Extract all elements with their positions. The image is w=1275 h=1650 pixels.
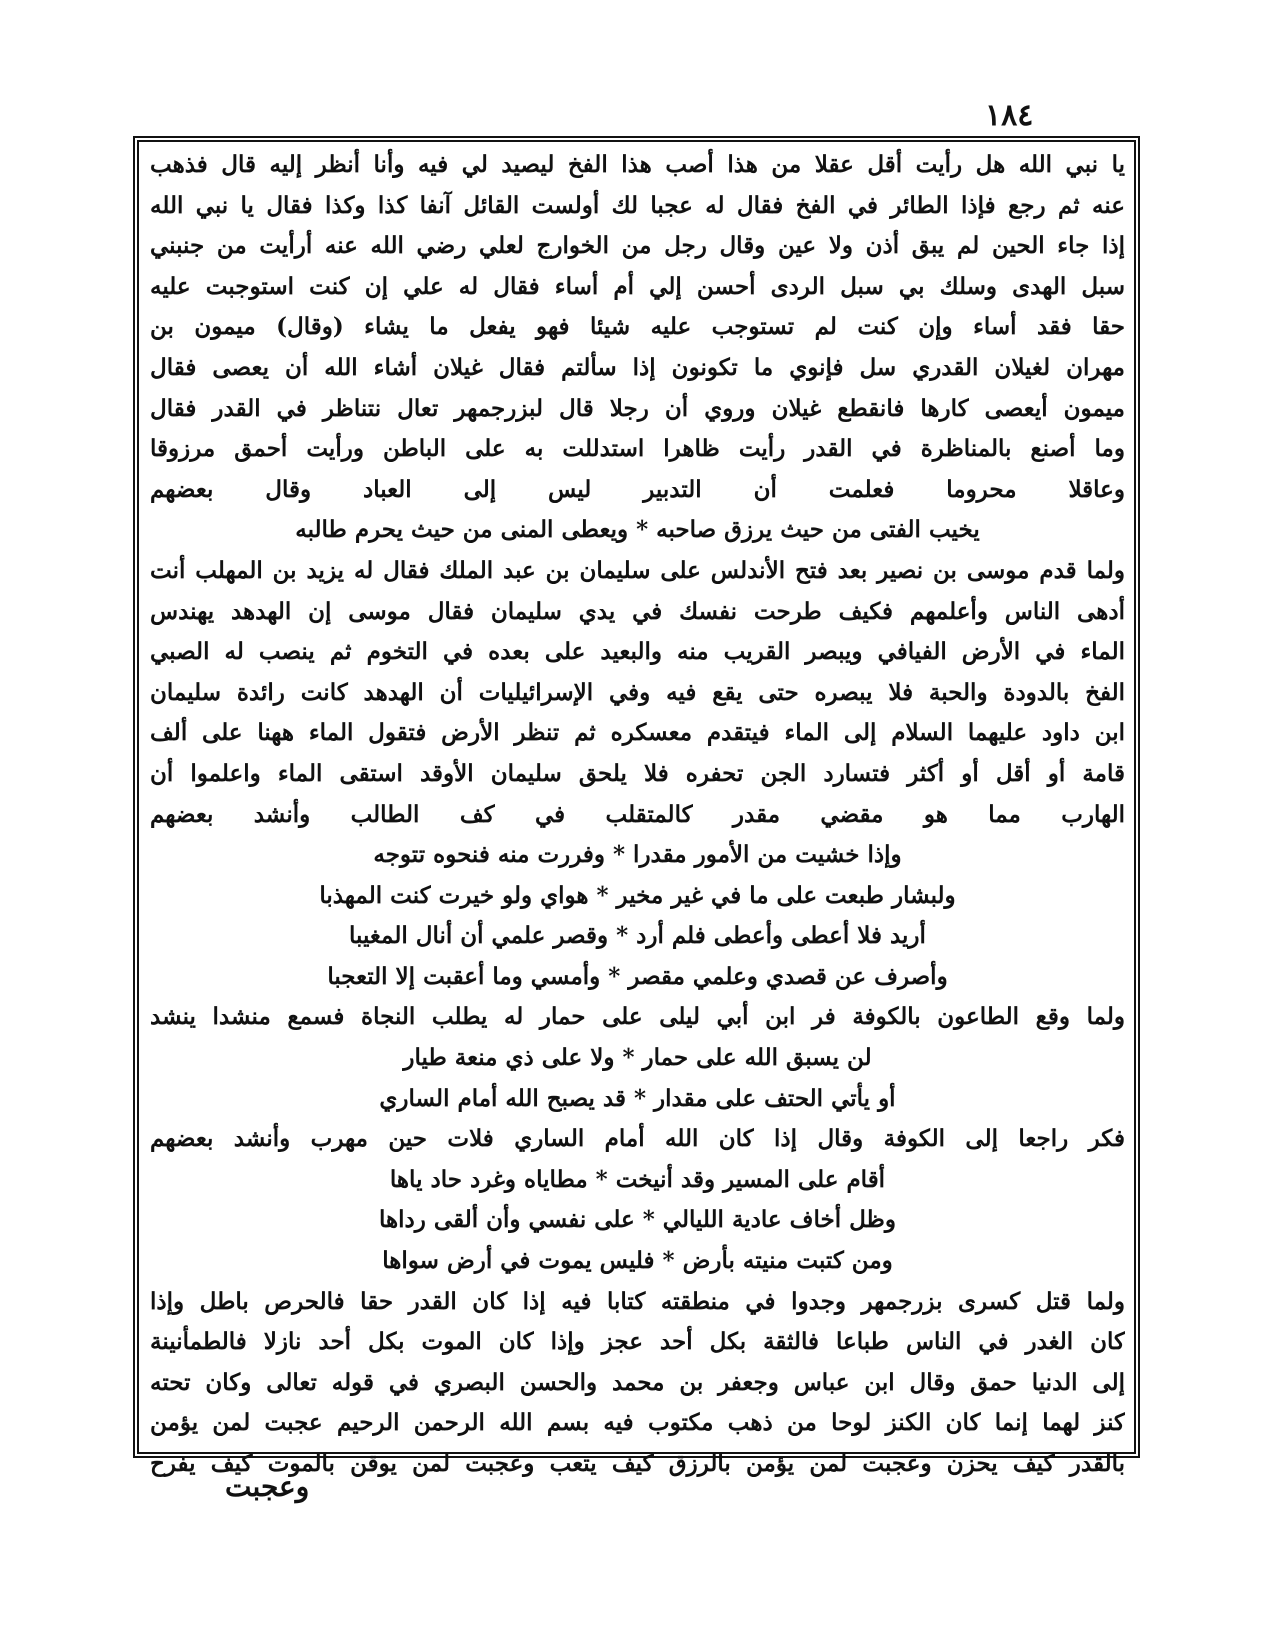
text-block (150, 145, 1125, 1485)
text-line: فكر راجعا إلى الكوفة وقال إذا كان الله أمام الساري فلات حين مهرب وأنشد بعضهم (150, 1125, 1125, 1153)
verse-line: لن يسبق الله على حمار * ولا على ذي منعة طيار (403, 1044, 872, 1072)
text-line: إلى الدنيا حمق وقال ابن عباس وجعفر بن محمد والحسن البصري في قوله تعالى وكان تحته (150, 1368, 1125, 1396)
verse-line: أريد فلا أعطى وأعطى فلم أرد * وقصر علمي أن أنال المغيبا (349, 922, 926, 950)
text-line: وما أصنع بالمناظرة في القدر رأيت ظاهرا استدللت به على الباطن ورأيت أحمق مرزوقا (150, 435, 1125, 463)
verse-line: أقام على المسير وقد أنيخت * مطاياه وغرد حاد ياها (389, 1165, 886, 1193)
text-line: يخيب الفتى من حيث يرزق صاحبه * ويعطى المنى من حيث يحرم طالبه (295, 516, 980, 544)
text-line: ابن داود عليهما السلام إلى الماء فيتقدم معسكره ثم تنظر الأرض فتقول الماء ههنا على ألف (150, 719, 1125, 747)
text-line: الفخ بالدودة والحبة فلا يبصره حتى يقع فيه وفي الإسرائيليات أن الهدهد كانت رائدة سليمان (150, 678, 1125, 706)
text-line: ميمون أيعصى كارها فانقطع غيلان وروي أن رجلا قال لبزرجمهر تعال نتناظر في القدر فقال (150, 394, 1125, 422)
text-line: حقا فقد أساء وإن كنت لم تستوجب عليه شيئا فهو يفعل ما يشاء (وقال) ميمون بن (150, 313, 1125, 341)
text-line: عنه ثم رجع فإذا الطائر في الفخ فقال له عجبا لك أولست القائل آنفا كذا وكذا فقال يا نبي الله (150, 191, 1125, 219)
text-line: بالقدر كيف يحزن وعجبت لمن يؤمن بالرزق كيف يتعب وعجبت لمن يوقن بالموت كيف يفرح (150, 1450, 1125, 1477)
text-line: يا نبي الله هل رأيت أقل عقلا من هذا أصب هذا الفخ ليصيد لي فيه وأنا أنظر إليه قال فذهب (150, 151, 1125, 178)
text-line: الهارب مما هو مقضي مقدر كالمتقلب في كف الطالب وأنشد بعضهم (150, 800, 1125, 828)
text-line: ولما قتل كسرى بزرجمهر وجدوا في منطقته كتابا فيه إذا كان القدر حقا فالحرص باطل وإذا (150, 1287, 1125, 1315)
text-line: سبل الهدى وسلك بي سبل الردى أحسن إلي أم أساء فقال له علي إن كنت استوجبت عليه (150, 272, 1125, 300)
text-line: ولما وقع الطاعون بالكوفة فر ابن أبي ليلى على حمار له يطلب النجاة فسمع منشدا ينشد (150, 1003, 1125, 1031)
verse-line: ولبشار طبعت على ما في غير مخير * هواي ولو خيرت كنت المهذبا (319, 881, 956, 909)
verse-line: وإذا خشيت من الأمور مقدرا * وفررت منه فنحوه تتوجه (373, 841, 902, 869)
catchword: وعجبت (225, 1470, 310, 1503)
text-line: مهران لغيلان القدري سل فإنوي ما تكونون إذا سألتم فقال غيلان أشاء الله أن يعصى فقال (150, 353, 1125, 381)
text-line: قامة أو أقل أو أكثر فتسارد الجن تحفره فلا يلحق سليمان الأوقد استقى الماء واعلموا أن (150, 759, 1125, 787)
verse-line: ومن كتبت منيته بأرض * فليس يموت في أرض سواها (382, 1247, 893, 1275)
text-line: وعاقلا محروما فعلمت أن التدبير ليس إلى العباد وقال بعضهم (150, 475, 1125, 503)
verse-line: وأصرف عن قصدي وعلمي مقصر * وأمسي وما أعقبت إلا التعجبا (327, 962, 948, 990)
text-line: ولما قدم موسى بن نصير بعد فتح الأندلس على سليمان بن عبد الملك فقال له يزيد بن المهلب أنت (150, 556, 1125, 584)
text-line: الماء في الأرض الفيافي ويبصر القريب منه والبعيد على بعده في التخوم ثم ينصب له الصبي (150, 638, 1125, 666)
text-line: كنز لهما إنما كان الكنز لوحا من ذهب مكتوب فيه بسم الله الرحمن الرحيم عجبت لمن يؤمن (150, 1409, 1125, 1437)
text-line: إذا جاء الحين لم يبق أذن ولا عين وقال رجل من الخوارج لعلي رضي الله عنه أرأيت من جنبني (150, 232, 1125, 260)
page-number: ١٨٤ (985, 98, 1034, 133)
verse-line: أو يأتي الحتف على مقدار * قد يصبح الله أمام الساري (379, 1084, 896, 1112)
text-line: كان الغدر في الناس طباعا فالثقة بكل أحد عجز وإذا كان الموت بكل أحد نازلا فالطمأنينة (150, 1328, 1125, 1356)
verse-line: وظل أخاف عادية الليالي * على نفسي وأن ألقى رداها (379, 1206, 896, 1234)
text-line: أدهى الناس وأعلمهم فكيف طرحت نفسك في يدي سليمان فقال موسى إن الهدهد يهندس (150, 597, 1125, 625)
